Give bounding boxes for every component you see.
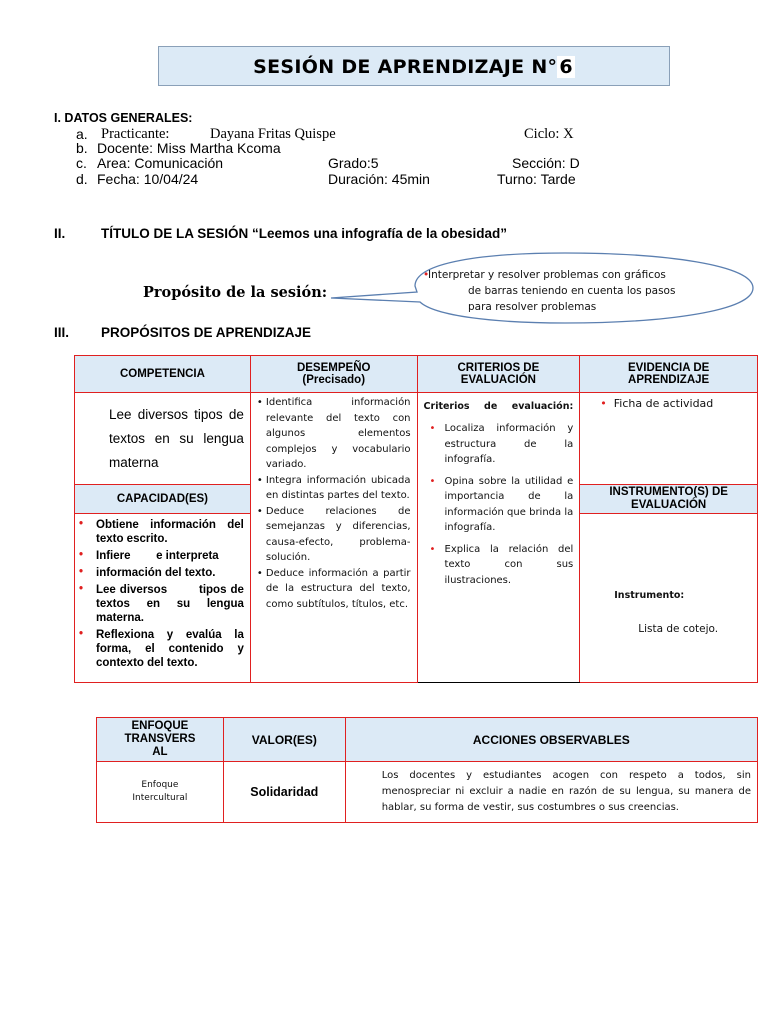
- header-valor: VALOR(ES): [223, 718, 345, 762]
- enfoque-value: Enfoque Intercultural: [97, 762, 224, 823]
- capacidad-cell: [75, 514, 251, 683]
- desempeno-cell: [250, 393, 417, 683]
- titulo-numeral: II.: [54, 226, 66, 241]
- datos-generales-heading: I. DATOS GENERALES:: [54, 111, 193, 125]
- grado: Grado:5: [328, 155, 379, 171]
- header-evidencia: EVIDENCIA DE APRENDIZAJE: [580, 356, 758, 393]
- capacidad-item: • Infiere e interpreta: [79, 549, 219, 562]
- capacidad-list: [75, 514, 250, 670]
- evidencia-cell: [580, 393, 758, 485]
- acciones-cell: [345, 762, 757, 823]
- desempeno-item: • Integra información ubicada en distintas partes del texto.: [256, 474, 411, 501]
- criterios-list: [418, 421, 580, 588]
- evidencia-text: • Ficha de actividad: [600, 397, 714, 410]
- header-enfoque: ENFOQUE TRANSVERS AL: [97, 718, 224, 762]
- capacidad-item: • Obtiene información del texto escrito.: [79, 518, 244, 545]
- enfoque-table: [96, 717, 758, 823]
- valor-value: Solidaridad: [223, 762, 345, 823]
- practicante-label: Practicante:: [101, 126, 170, 142]
- propositos-heading: PROPÓSITOS DE APRENDIZAJE: [101, 325, 312, 340]
- criterio-item: • Explica la relación del texto con sus ilustraciones.: [429, 543, 574, 586]
- header-acciones: ACCIONES OBSERVABLES: [345, 718, 757, 762]
- marker-a: a.: [76, 126, 88, 142]
- fecha: Fecha: 10/04/24: [97, 171, 199, 187]
- marker-c: c.: [76, 155, 87, 171]
- competencia-text: Lee diversos tipos de textos en su lengua materna: [109, 406, 244, 470]
- proposito-bubble-text: • Interpretar y resolver problemas con gráficos de barras teniendo en cuenta los pasos para resolver problemas: [423, 269, 676, 313]
- competencia-cell: [75, 393, 251, 485]
- titulo-sesion: TÍTULO DE LA SESIÓN “Leemos una infografía de la obesidad”: [101, 226, 508, 241]
- header-capacidad: CAPACIDAD(ES): [75, 485, 251, 514]
- seccion: Sección: D: [512, 155, 580, 171]
- desempeno-item: • Deduce información a partir de la estructura del texto, como subtítulos, títulos, etc.: [256, 567, 411, 610]
- instrumento-label: Instrumento:: [614, 590, 685, 601]
- desempeno-item: • Identifica información relevante del texto con algunos elementos complejos y vocabulario variado.: [256, 397, 411, 470]
- duracion: Duración: 45min: [328, 171, 430, 187]
- propositos-numeral: III.: [54, 325, 70, 340]
- capacidad-item: • información del texto.: [79, 566, 216, 579]
- header-criterios: CRITERIOS DE EVALUACIÓN: [417, 356, 580, 393]
- ciclo: Ciclo: X: [524, 126, 574, 142]
- desempeno-list: [251, 393, 417, 612]
- header-desempeno: DESEMPEÑO (Precisado): [250, 356, 417, 393]
- practicante-name: Dayana Fritas Quispe: [210, 126, 336, 142]
- acciones-text: Los docentes y estudiantes acogen con respeto a todos, sin menospreciar ni excluir a nadie en razón de su lengua, su manera de hablar, su forma de vestir, sus costumbres o sus creencias.: [381, 770, 751, 813]
- marker-d: d.: [76, 171, 88, 187]
- header-instrumento: INSTRUMENTO(S) DE EVALUACIÓN: [580, 485, 758, 514]
- proposito-label: Propósito de la sesión:: [143, 284, 328, 301]
- capacidad-item: • Reflexiona y evalúa la forma, el contenido y contexto del texto.: [79, 628, 244, 669]
- session-title-box: [158, 46, 670, 86]
- propositos-table: [74, 355, 758, 683]
- session-title: SESIÓN DE APRENDIZAJE N° 6: [253, 56, 573, 78]
- marker-b: b.: [76, 140, 88, 156]
- criterios-title: Criterios de evaluación:: [423, 401, 574, 412]
- header-competencia: COMPETENCIA: [75, 356, 251, 393]
- instrumento-value: Lista de cotejo.: [638, 622, 719, 635]
- area: Area: Comunicación: [97, 155, 224, 171]
- turno: Turno: Tarde: [497, 171, 576, 187]
- capacidad-item: • Lee diversos tipos de textos en su lengua materna.: [79, 583, 248, 624]
- criterio-item: • Localiza información y estructura de la infografía.: [429, 423, 574, 465]
- instrumento-cell: [580, 514, 758, 683]
- desempeno-item: • Deduce relaciones de semejanzas y diferencias, causa-efecto, problema-solución.: [256, 505, 411, 563]
- criterio-item: • Opina sobre la utilidad e importancia de la información que brinda la infografía.: [429, 475, 574, 533]
- criterios-cell: [417, 393, 580, 683]
- docente: Docente: Miss Martha Kcoma: [97, 140, 281, 156]
